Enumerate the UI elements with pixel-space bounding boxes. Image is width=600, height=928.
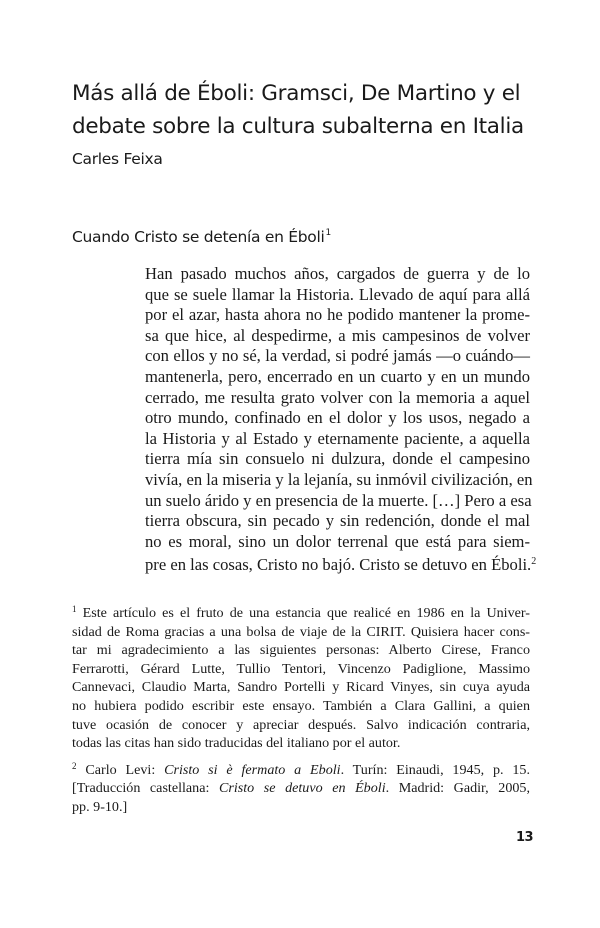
quote-line: con ellos y no sé, la verdad, si podré jamás —o cuándo—	[145, 346, 530, 366]
footnote-line	[72, 779, 530, 798]
title-line-2: debate sobre la cultura subalterna en Italia	[72, 114, 524, 139]
footnote-line: Ferrarotti, Gérard Lutte, Tullio Tentori, Vincenzo Padiglione, Massimo	[72, 660, 530, 677]
footnote-number: 2	[72, 760, 77, 771]
quote-line: vivía, en la miseria y la lejanía, su inmóvil civilización, en	[145, 469, 533, 489]
page-number: 13	[516, 830, 534, 845]
footnote-line: no hubiera podido escribir este ensayo. También a Clara Gallini, a quien	[72, 697, 530, 714]
quote-line: por el azar, hasta ahora no he podido mantener la prome-	[145, 305, 530, 325]
footnote-line: sidad de Roma gracias a una bolsa de viaje de la CIRIT. Quisiera hacer cons-	[72, 623, 530, 640]
quote-line: otro mundo, confinado en el dolor y los usos, negado a	[145, 408, 530, 428]
cited-author: Carlo Levi:	[85, 761, 165, 778]
footnote-text: Este artículo es el fruto de una estancia que realicé en 1986 en la Univer-	[82, 605, 531, 621]
article-title	[72, 77, 542, 143]
footnote-2	[72, 757, 530, 817]
cited-title-original: Cristo si è fermato a Eboli	[164, 761, 341, 778]
title-line-1: Más allá de Éboli: Gramsci, De Martino y el	[72, 81, 521, 106]
quote-line: que se suele llamar la Historia. Llevado de aquí para allá	[145, 284, 530, 304]
section-heading-text: Cuando Cristo se detenía en Éboli	[72, 228, 325, 246]
quote-line: no es moral, sino un dolor terrenal que está para siem-	[145, 531, 530, 551]
cited-publication: . Turín: Einaudi, 1945, p. 15.	[340, 761, 530, 778]
article-author: Carles Feixa	[72, 150, 163, 168]
cited-title-translation: Cristo se detuvo en Éboli	[218, 780, 386, 797]
footnote-line: pp. 9-10.]	[72, 798, 128, 815]
footnotes	[72, 600, 530, 817]
quote-line-last	[145, 552, 537, 576]
quote-line: un suelo árido y en presencia de la muerte. […] Pero a esa	[145, 490, 532, 510]
quote-line: cerrado, me resulta grato volver con la memoria a aquel	[145, 387, 530, 407]
translation-publication: . Madrid: Gadir, 2005,	[385, 780, 530, 797]
footnote-number: 1	[72, 604, 77, 614]
translation-prefix: [Traducción castellana:	[72, 780, 219, 797]
footnote-line: tuve ocasión de conocer y apreciar después. Salvo indicación contraria,	[72, 716, 530, 733]
footnote-line	[72, 600, 530, 623]
footnote-ref-2: 2	[531, 556, 537, 568]
quote-line: mantenerla, pero, encerrado en un cuarto y en un mundo	[145, 366, 530, 386]
quote-line: tierra mía sin consuelo ni dulzura, donde el campesino	[145, 449, 530, 469]
quote-line: sa que hice, al despedirme, a mis campesinos de volver	[145, 325, 530, 345]
quote-line-text: pre en las cosas, Cristo no bajó. Cristo se detuvo en Éboli.	[145, 555, 532, 575]
footnote-line: todas las citas han sido traducidas del italiano por el autor.	[72, 735, 401, 752]
footnote-ref-1: 1	[325, 228, 331, 238]
footnote-1	[72, 600, 530, 753]
footnote-line	[72, 757, 530, 780]
block-quote	[145, 264, 537, 576]
footnote-line: tar mi agradecimiento a las siguientes personas: Alberto Cirese, Franco	[72, 642, 530, 659]
section-heading	[72, 228, 331, 246]
footnote-line: Cannevaci, Claudio Marta, Sandro Portelli y Ricard Vinyes, sin cuya ayuda	[72, 679, 530, 696]
quote-line: Han pasado muchos años, cargados de guerra y de lo	[145, 264, 530, 283]
quote-line: la Historia y al Estado y eternamente paciente, a aquella	[145, 428, 530, 448]
quote-line: tierra obscura, sin pecado y sin redención, donde el mal	[145, 511, 530, 531]
